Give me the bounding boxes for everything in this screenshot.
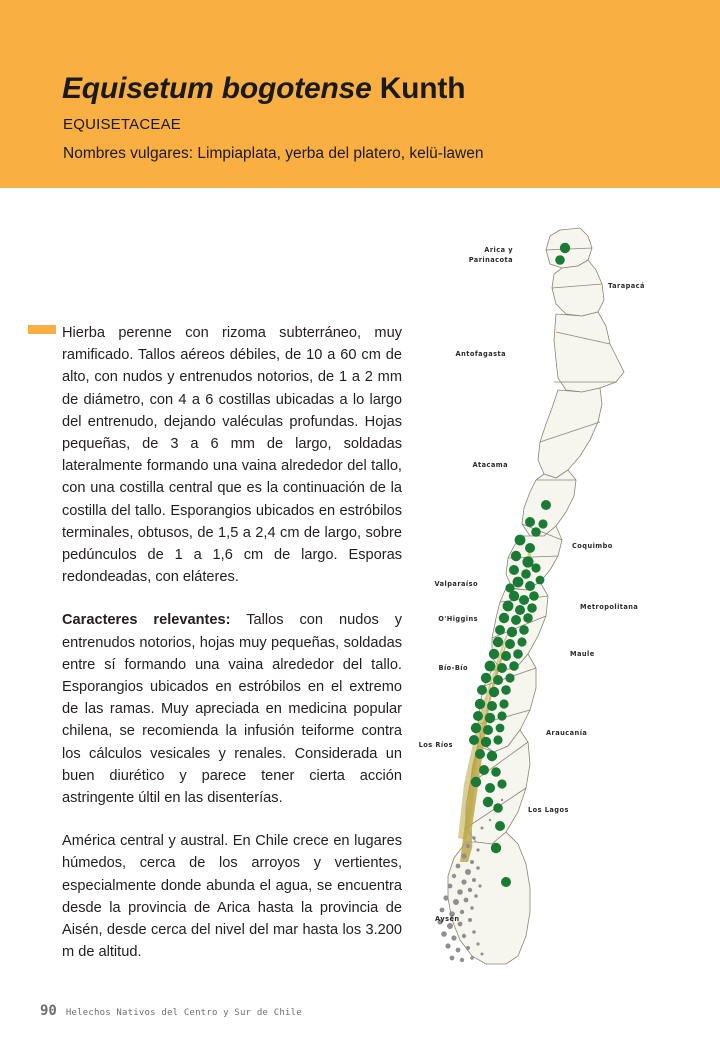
common-names: Nombres vulgares: Limpiaplata, yerba del platero, kelü-lawen	[63, 145, 484, 162]
scientific-name: Equisetum bogotense	[62, 72, 372, 105]
header-band	[0, 0, 720, 188]
paragraph-lead: Caracteres relevantes:	[62, 612, 231, 629]
region-atacama-shape	[538, 388, 602, 478]
family-name: EQUISETACEAE	[63, 116, 181, 133]
map-label-ohiggins: O'Higgins	[438, 615, 478, 623]
authority-name: Kunth	[379, 72, 466, 105]
map-label-atacama: Atacama	[472, 461, 508, 469]
map-label-antofagasta: Antofagasta	[455, 350, 506, 358]
map-label-tarapaca: Tarapacá	[608, 282, 645, 290]
paragraph-distribution	[62, 830, 402, 963]
map-label-aysen: Aysén	[435, 915, 460, 923]
map-label-metropolitana: Metropolitana	[580, 603, 639, 611]
map-label-losrios: Los Ríos	[418, 741, 453, 749]
paragraph-text: América central y austral. En Chile crece en lugares húmedos, cerca de los arroyos y vertientes, especialmente donde abunda el agua, se encuentra desde la provincia de Arica hasta la provincia de Aisén, desde cerca del nivel del mar hasta los 3.200 m de altitud.	[62, 833, 402, 961]
map-label-biobio: Bío-Bío	[438, 664, 468, 672]
paragraph-text: Hierba perenne con rizoma subterráneo, muy ramificado. Tallos aéreos débiles, de 10 a 60 cm de alto, con nudos y entrenudos notorios, de 1 a 2 mm de diámetro, con 4 a 6 costillas ubicadas a lo largo del entrenudo, dejando valéculas profundas. Hojas pequeñas, de 3 a 6 mm de largo, soldadas lateralmente formando una vaina alrededor del tallo, con una costilla central que es la continuación de la costilla del tallo. Esporangios ubicados en estróbilos terminales, obtusos, de 1,5 a 2,4 cm de largo, sobre pedúnculos de 1 a 1,6 cm de largo. Esporas redondeadas, con eláteres.	[62, 325, 402, 586]
map-label-araucania: Araucanía	[546, 729, 588, 737]
page-number: 90	[40, 1003, 57, 1019]
paragraph-relevant-characters	[62, 609, 402, 809]
map-label-maule: Maule	[570, 650, 595, 658]
map-label-coquimbo: Coquimbo	[572, 542, 613, 550]
paragraph-text: Tallos con nudos y entrenudos notorios, hojas muy pequeñas, soldadas entre sí formando una vaina alrededor del tallo. Esporangios ubicados en estróbilos en el extremo de las ramas. Muy apreciada en medicina popular chilena, se recomienda la infusión teiforme contra los cálculos vesicales y renales. Considerada un buen diurético y parece tener cierta acción astringente últil en las disenterías.	[62, 612, 403, 807]
region-aysen-shape	[448, 832, 530, 964]
page-title	[62, 72, 465, 106]
footer-book-title: Helechos Nativos del Centro y Sur de Chile	[65, 1008, 302, 1018]
accent-bar	[28, 325, 56, 334]
map-label-parinacota: Parinacota	[468, 256, 513, 264]
map-label-valparaiso: Valparaíso	[434, 580, 478, 588]
map-label-arica: Arica y	[484, 246, 513, 254]
body-text-column	[62, 322, 402, 963]
map-label-loslagos: Los Lagos	[528, 806, 569, 814]
page-footer	[40, 1003, 302, 1021]
distribution-map	[410, 222, 710, 970]
paragraph-description	[62, 322, 402, 588]
region-tarapaca-shape	[552, 260, 604, 316]
region-antofagasta-shape	[554, 312, 624, 392]
